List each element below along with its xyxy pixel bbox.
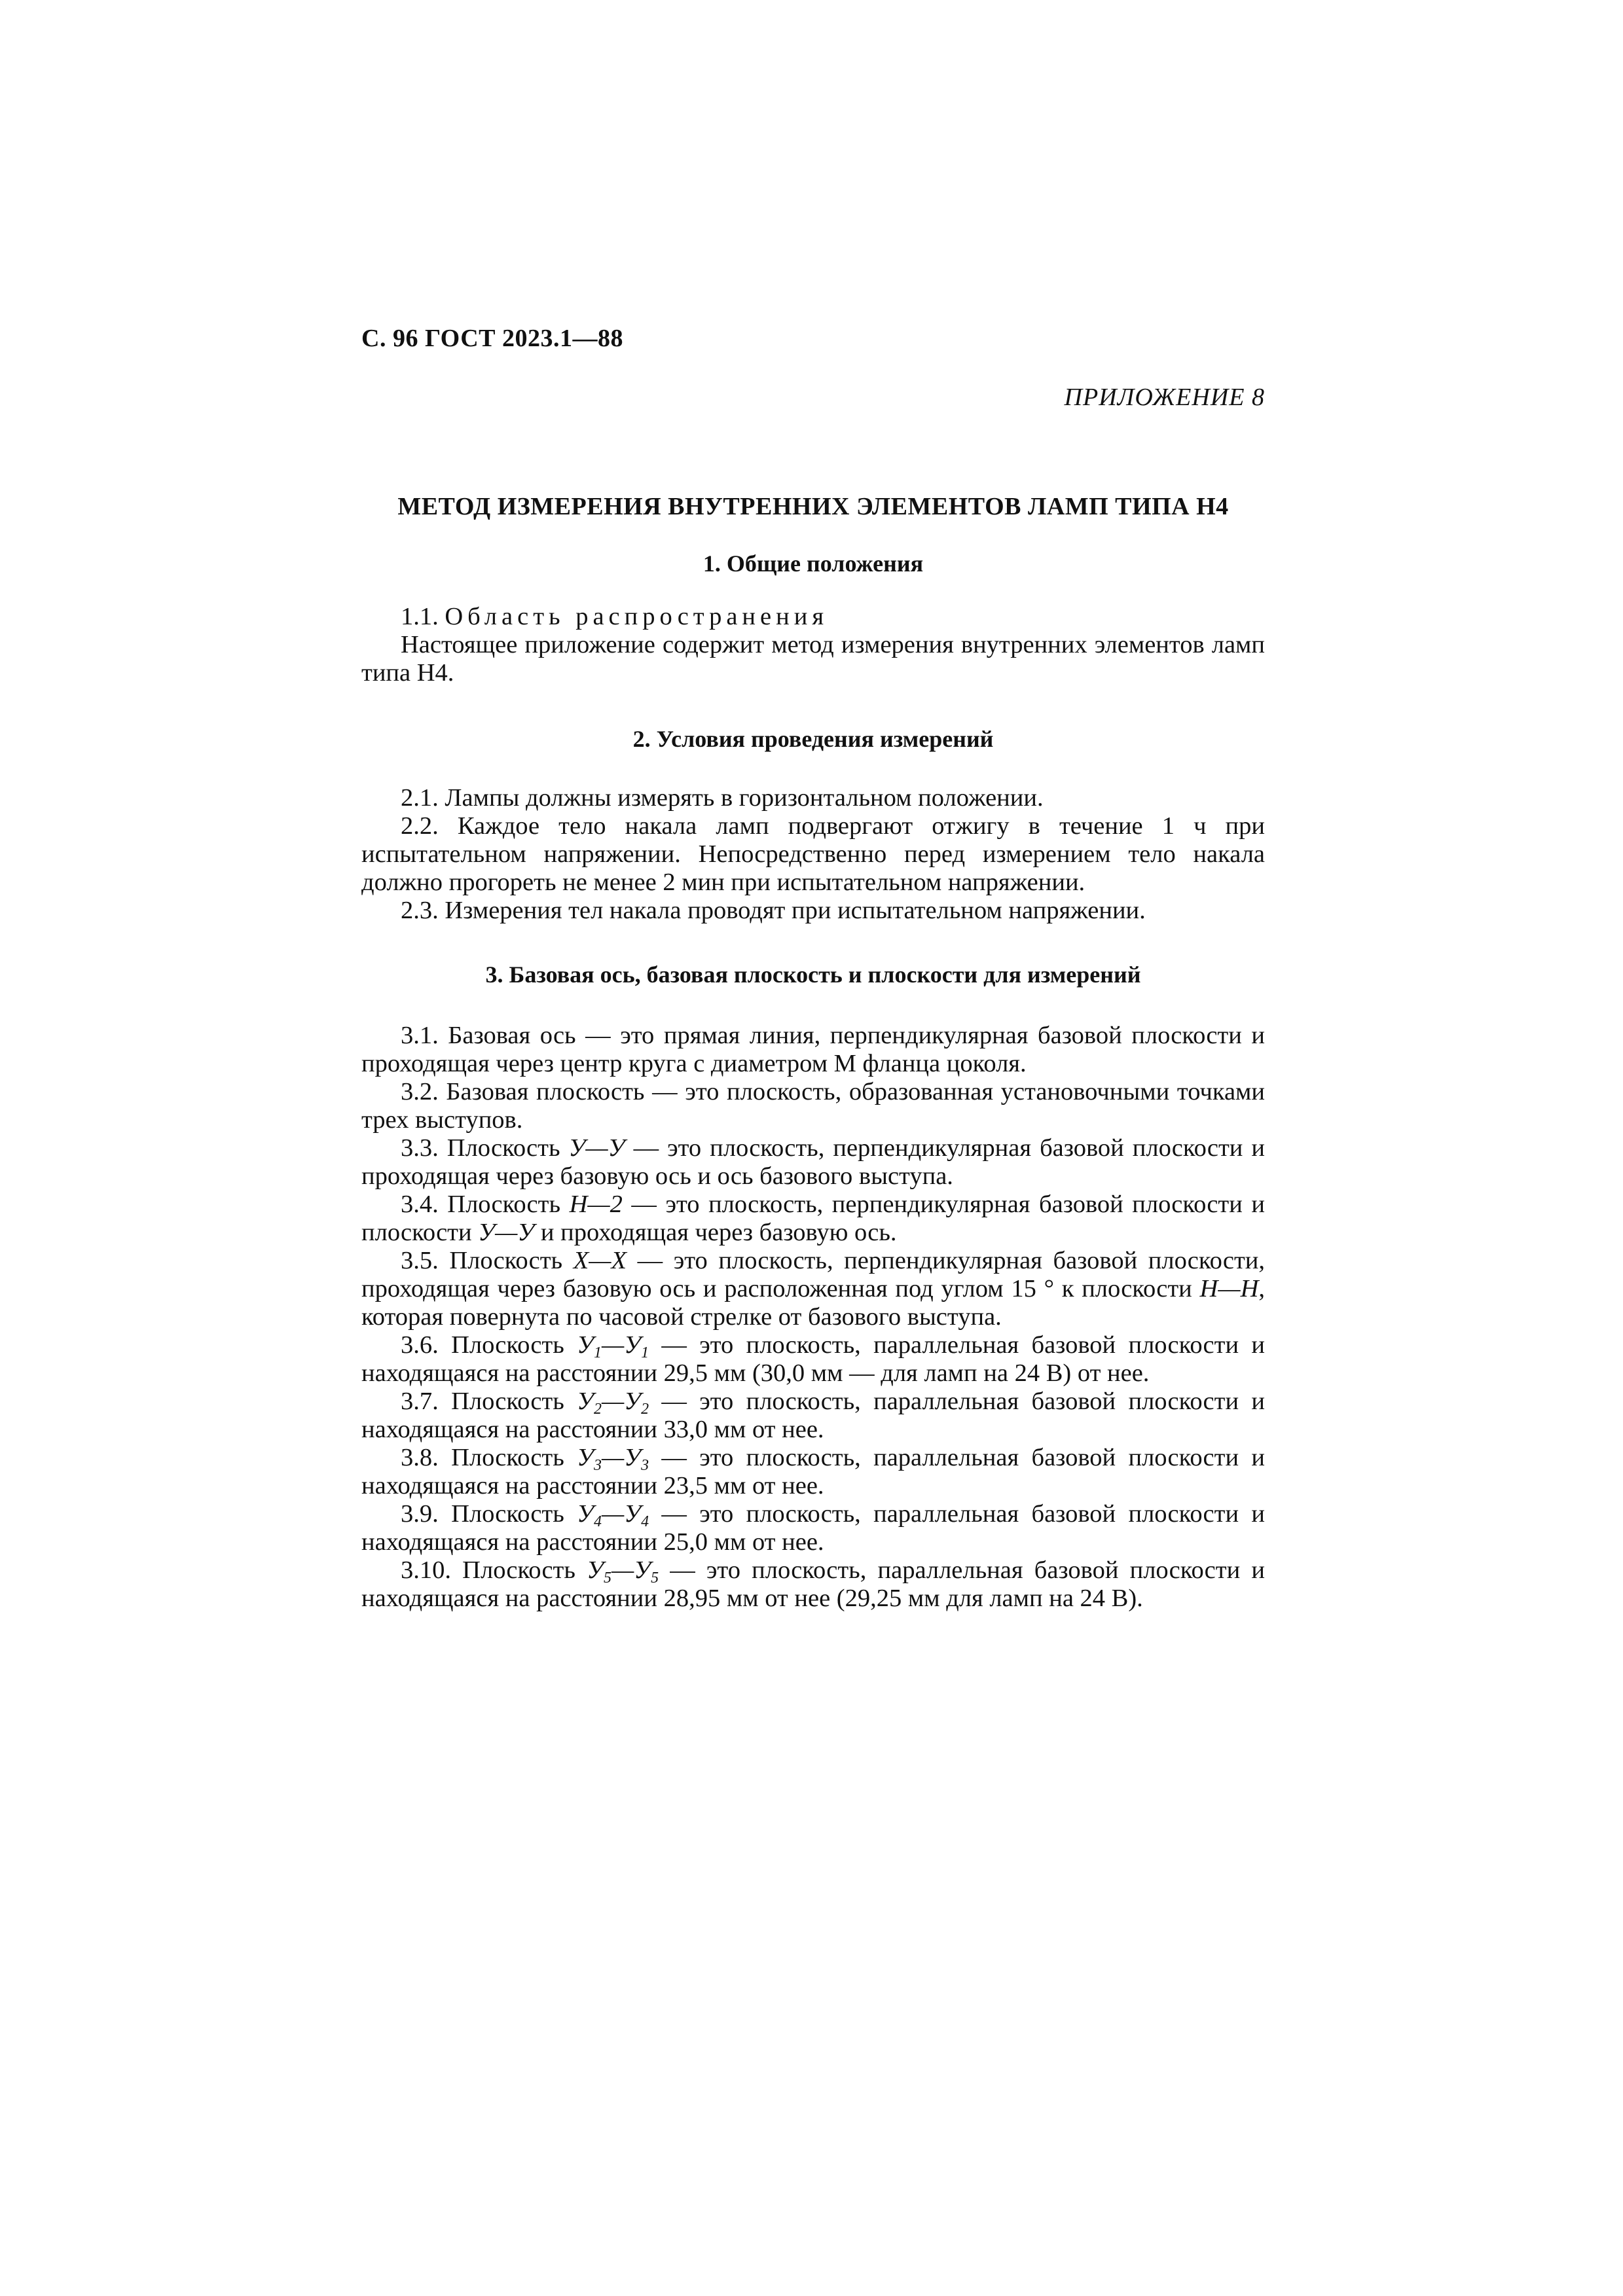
plane-symbol: Х—Х	[573, 1247, 627, 1274]
section-2-heading: 2. Условия проведения измерений	[632, 726, 994, 752]
paragraph-3-9: 3.9. Плоскость $У_4—У_4$ — это плоскость, параллельная базовой плоскости и находящаяся на расстоянии 25,0 мм от нее.	[361, 1500, 1265, 1556]
document-body	[361, 550, 1265, 1613]
paragraph-3-5: 3.5. Плоскость Х—Х — это плоскость, перпендикулярная базовой плоскости, проходящая через базовую ось и расположенная под углом 15 ° к плоскости Н—Н, которая повернута по часовой стрелке от базового выступа.	[361, 1247, 1266, 1331]
appendix-label: ПРИЛОЖЕНИЕ 8	[1064, 384, 1265, 411]
plane-symbol: $У_2—У_2$	[577, 1388, 649, 1418]
section-3-heading: 3. Базовая ось, базовая плоскость и плоскости для измерений	[485, 961, 1141, 988]
plane-symbol: Н—Н	[1199, 1275, 1259, 1302]
plane-symbol: У—У	[568, 1134, 625, 1162]
paragraph-1-1-heading: Область распространения	[445, 603, 829, 630]
paragraph-1-1-title: 1.1. Область распространения	[401, 603, 829, 630]
section-1-heading: 1. Общие положения	[702, 550, 924, 577]
paragraph-3-1: 3.1. Базовая ось — это прямая линия, перпендикулярная базовой плоскости и проходящая через центр круга с диаметром М фланца цоколя.	[361, 1022, 1265, 1077]
plane-symbol: $У_4—У_4$	[577, 1500, 649, 1531]
paragraph-2-3: 2.3. Измерения тел накала проводят при испытательном напряжении.	[401, 897, 1146, 924]
plane-symbol: $У_5—У_5$	[587, 1556, 659, 1587]
plane-symbol: $У_3—У_3$	[577, 1444, 649, 1475]
paragraph-2-2: 2.2. Каждое тело накала ламп подвергают отжигу в течение 1 ч при испытательном напряжении. Непосредственно перед измерением тело накала должно прогореть не менее 2 мин при испытательном напряжении.	[361, 812, 1265, 896]
plane-symbol: $У_1—У_1$	[577, 1331, 649, 1362]
plane-symbol: У—У	[478, 1219, 535, 1246]
paragraph-1-1: Настоящее приложение содержит метод измерения внутренних элементов ламп типа Н4.	[361, 631, 1265, 687]
document-page	[361, 0, 1265, 2296]
paragraph-3-3: 3.3. Плоскость У—У — это плоскость, перпендикулярная базовой плоскости и проходящая через базовую ось и ось базового выступа.	[361, 1134, 1265, 1190]
paragraph-3-4: 3.4. Плоскость Н—2 — это плоскость, перпендикулярная базовой плоскости и плоскости У—У и проходящая через базовую ось.	[361, 1191, 1265, 1246]
paragraph-3-8: 3.8. Плоскость $У_3—У_3$ — это плоскость, параллельная базовой плоскости и находящаяся на расстоянии 23,5 мм от нее.	[361, 1444, 1265, 1499]
paragraph-3-6: 3.6. Плоскость $У_1—У_1$ — это плоскость, параллельная базовой плоскости и находящаяся на расстоянии 29,5 мм (30,0 мм — для ламп на 24 В) от нее.	[361, 1331, 1265, 1387]
paragraph-3-2: 3.2. Базовая плоскость — это плоскость, образованная установочными точками трех выступов.	[361, 1078, 1265, 1134]
document-title: МЕТОД ИЗМЕРЕНИЯ ВНУТРЕННИХ ЭЛЕМЕНТОВ ЛАМП ТИПА Н4	[397, 493, 1229, 520]
page-header: С. 96 ГОСТ 2023.1—88	[361, 325, 623, 352]
paragraph-3-7: 3.7. Плоскость $У_2—У_2$ — это плоскость, параллельная базовой плоскости и находящаяся на расстоянии 33,0 мм от нее.	[361, 1388, 1265, 1443]
plane-symbol: Н—2	[569, 1191, 623, 1218]
paragraph-3-10: 3.10. Плоскость $У_5—У_5$ — это плоскость, параллельная базовой плоскости и находящаяся на расстоянии 28,95 мм от нее (29,25 мм для ламп на 24 В).	[361, 1556, 1265, 1612]
paragraph-2-1: 2.1. Лампы должны измерять в горизонтальном положении.	[401, 784, 1044, 812]
